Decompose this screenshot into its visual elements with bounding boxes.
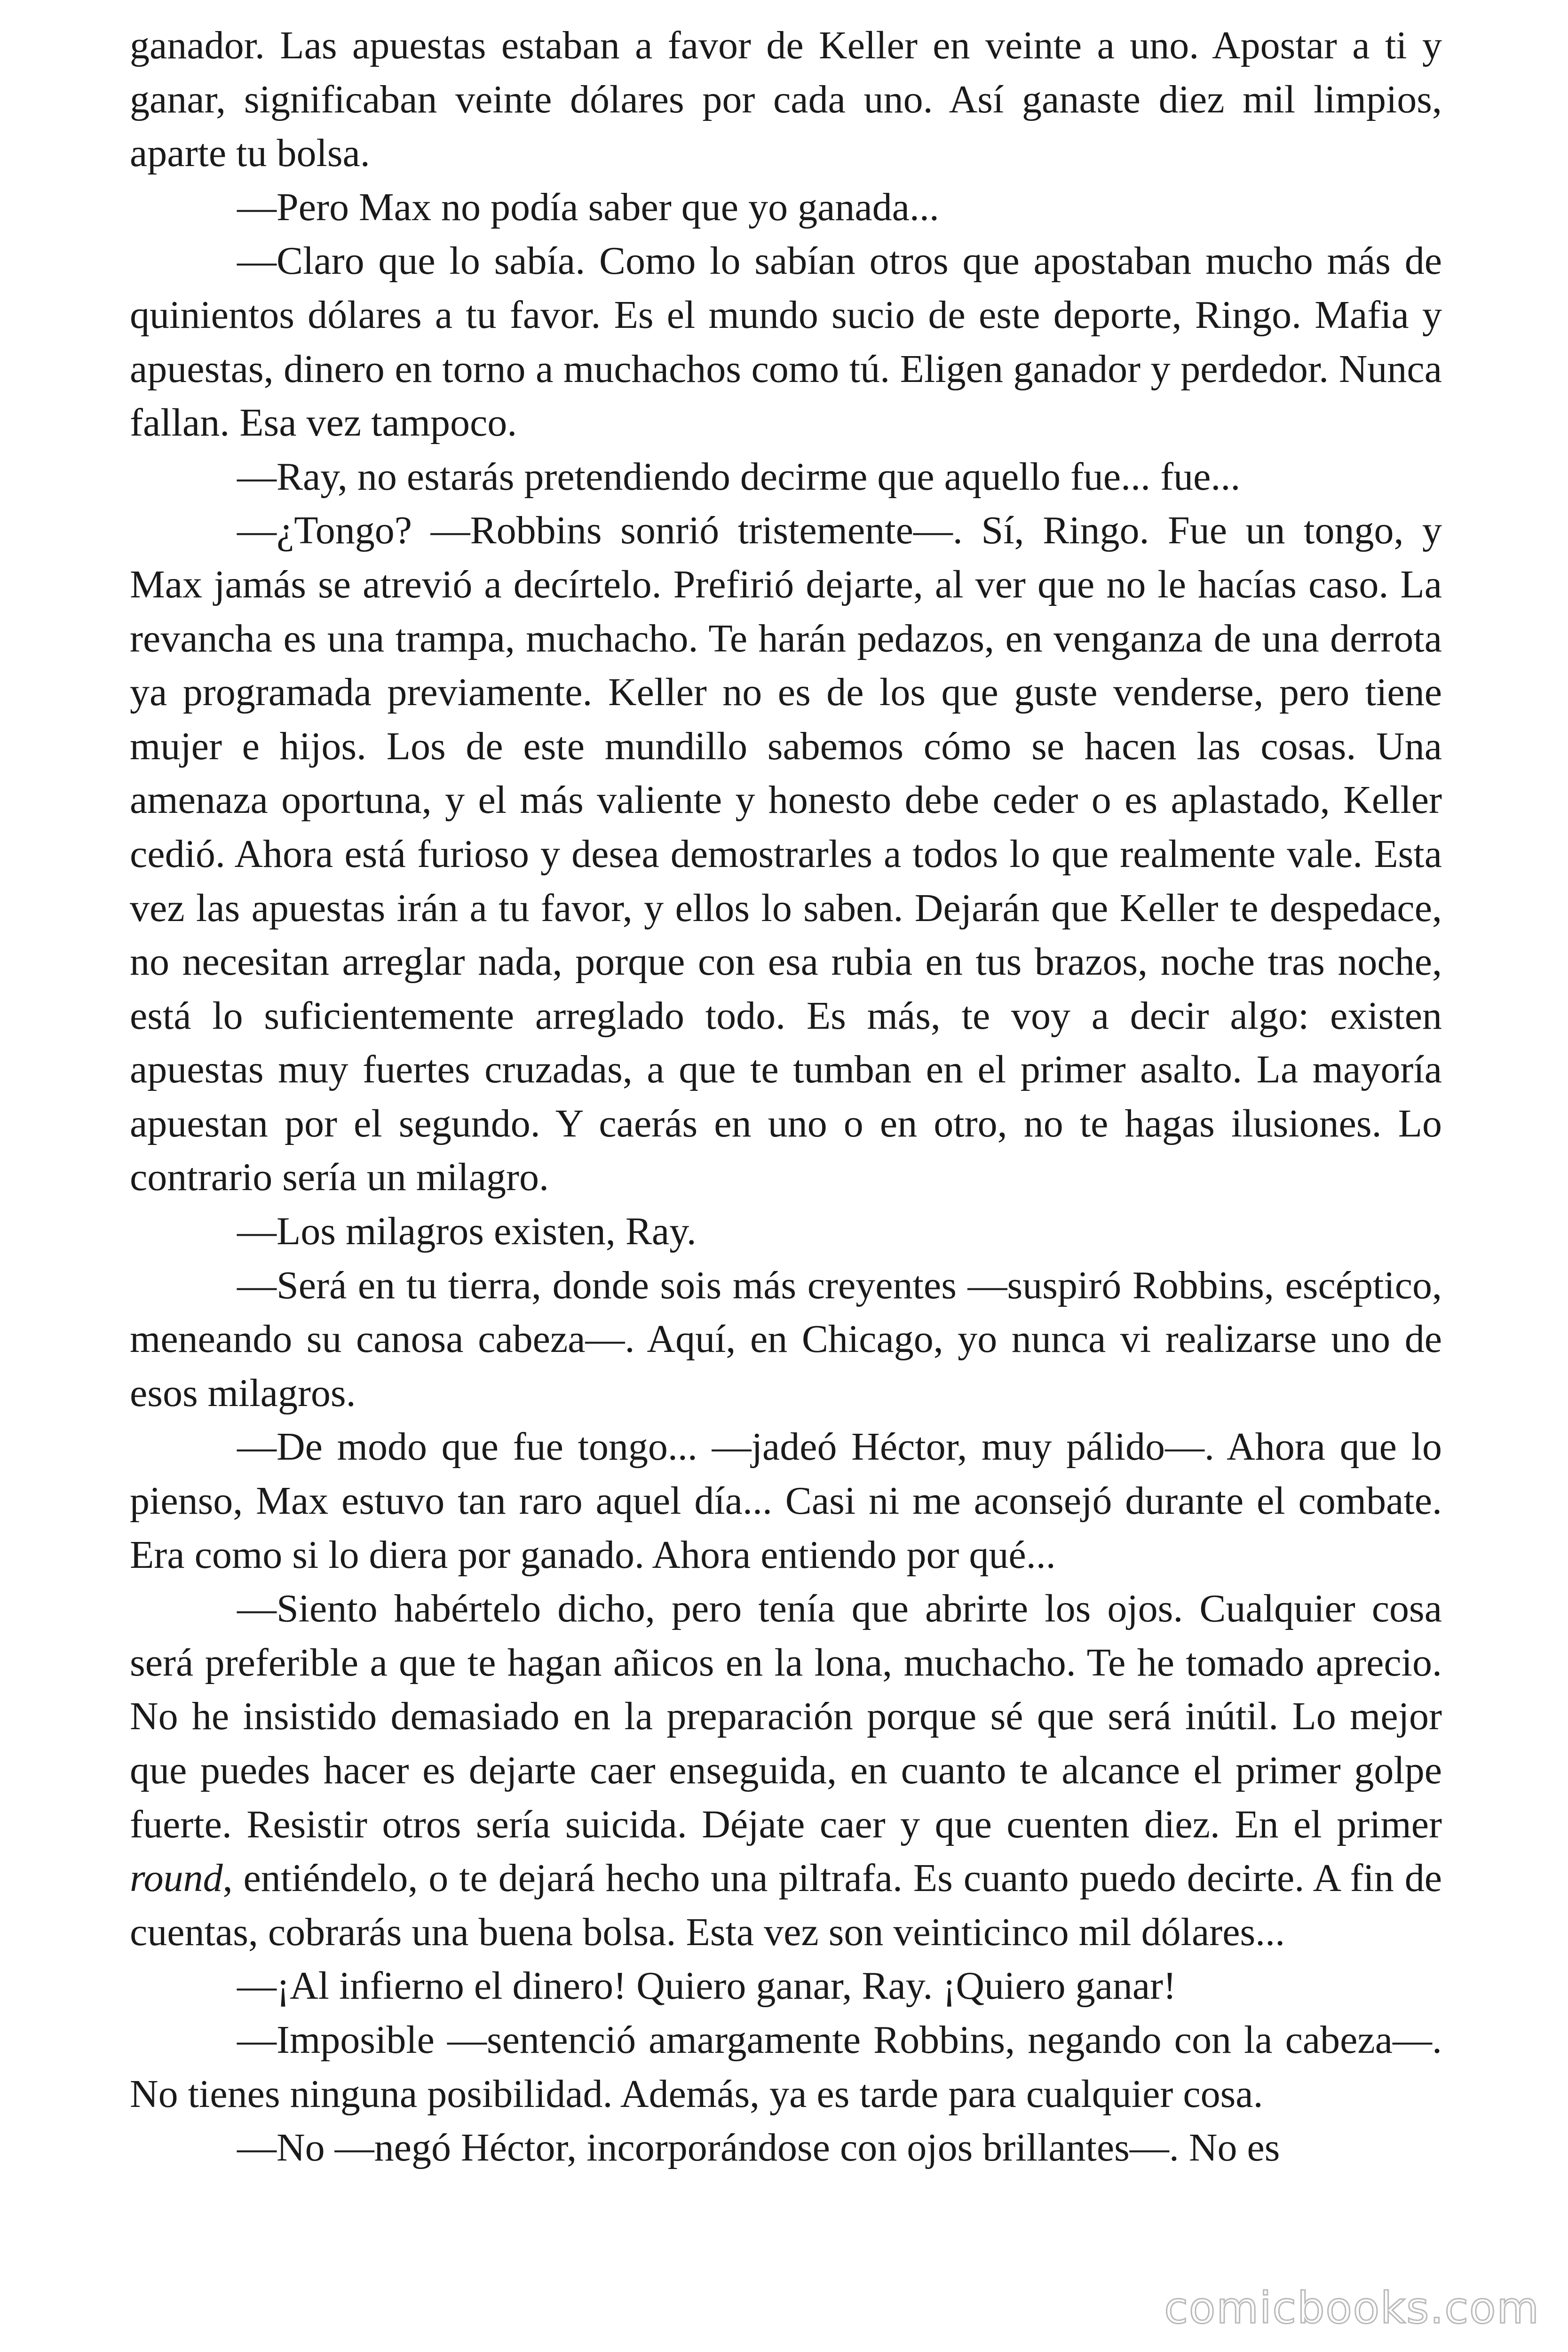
paragraph-text: —Pero Max no podía saber que yo ganada... (237, 185, 939, 229)
paragraph (130, 2121, 1442, 2175)
paragraph-text: —Los milagros existen, Ray. (237, 1209, 697, 1254)
watermark: comicbooks.com (1164, 2283, 1540, 2333)
paragraph (130, 1420, 1442, 1582)
paragraph-text: —Será en tu tierra, donde sois más creyentes —suspiró Robbins, escéptico, meneando su canosa cabeza—. Aquí, en Chicago, yo nunca vi realizarse uno de esos milagros. (130, 1263, 1442, 1415)
paragraph (130, 2013, 1442, 2121)
page-body (130, 19, 1442, 2175)
paragraph (130, 1582, 1442, 1959)
paragraph (130, 19, 1442, 181)
paragraph (130, 450, 1442, 504)
paragraph-text: —Imposible —sentenció amargamente Robbins, negando con la cabeza—. No tienes ninguna posibilidad. Además, ya es tarde para cualquier cosa. (130, 2018, 1442, 2116)
italic-text: round (130, 1856, 223, 1900)
paragraph-text: —Claro que lo sabía. Como lo sabían otros que apostaban mucho más de quinientos dólares a tu favor. Es el mundo sucio de este deporte, Ringo. Mafia y apuestas, dinero en torno a muchachos como tú. Eligen ganador y perdedor. Nunca fallan. Esa vez tampoco. (130, 239, 1442, 445)
paragraph-text: —Ray, no estarás pretendiendo decirme que aquello fue... fue... (237, 454, 1241, 499)
paragraph (130, 1959, 1442, 2013)
paragraph (130, 234, 1442, 450)
paragraph-text: —¿Tongo? —Robbins sonrió tristemente—. Sí, Ringo. Fue un tongo, y Max jamás se atrevió a decírtelo. Prefirió dejarte, al ver que no le hacías caso. La revancha es una trampa, muchacho. Te harán pedazos, en venganza de una derrota ya programada previamente. Keller no es de los que guste venderse, pero tiene mujer e hijos. Los de este mundillo sabemos cómo se hacen las cosas. Una amenaza oportuna, y el más valiente y honesto debe ceder o es aplastado, Keller cedió. Ahora está furioso y desea demostrarles a todos lo que realmente vale. Esta vez las apuestas irán a tu favor, y ellos lo saben. Dejarán que Keller te despedace, no necesitan arreglar nada, porque con esa rubia en tus brazos, noche tras noche, está lo suficientemente arreglado todo. Es más, te voy a decir algo: existen apuestas muy fuertes cruzadas, a que te tumban en el primer asalto. La mayoría apuestan por el segundo. Y caerás en uno o en otro, no te hagas ilusiones. Lo contrario sería un milagro. (130, 509, 1442, 1200)
paragraph (130, 181, 1442, 235)
paragraph-text: , entiéndelo, o te dejará hecho una piltrafa. Es cuanto puedo decirte. A fin de cuentas, cobrarás una buena bolsa. Esta vez son veinticinco mil dólares... (130, 1856, 1442, 1954)
paragraph-text: —No —negó Héctor, incorporándose con ojos brillantes—. No es (237, 2126, 1280, 2170)
paragraph (130, 1259, 1442, 1421)
paragraph-text: —Siento habértelo dicho, pero tenía que abrirte los ojos. Cualquier cosa será preferible a que te hagan añicos en la lona, muchacho. Te he tomado aprecio. No he insistido demasiado en la preparación porque sé que será inútil. Lo mejor que puedes hacer es dejarte caer enseguida, en cuanto te alcance el primer golpe fuerte. Resistir otros sería suicida. Déjate caer y que cuenten diez. En el primer (130, 1587, 1442, 1846)
paragraph-text: —¡Al infierno el dinero! Quiero ganar, Ray. ¡Quiero ganar! (237, 1964, 1177, 2008)
paragraph (130, 1205, 1442, 1259)
paragraph-text: ganador. Las apuestas estaban a favor de Keller en veinte a uno. Apostar a ti y ganar, significaban veinte dólares por cada uno. Así ganaste diez mil limpios, aparte tu bolsa. (130, 24, 1442, 175)
paragraph-text: —De modo que fue tongo... —jadeó Héctor, muy pálido—. Ahora que lo pienso, Max estuvo tan raro aquel día... Casi ni me aconsejó durante el combate. Era como si lo diera por ganado. Ahora entiendo por qué... (130, 1425, 1442, 1577)
paragraph (130, 504, 1442, 1205)
